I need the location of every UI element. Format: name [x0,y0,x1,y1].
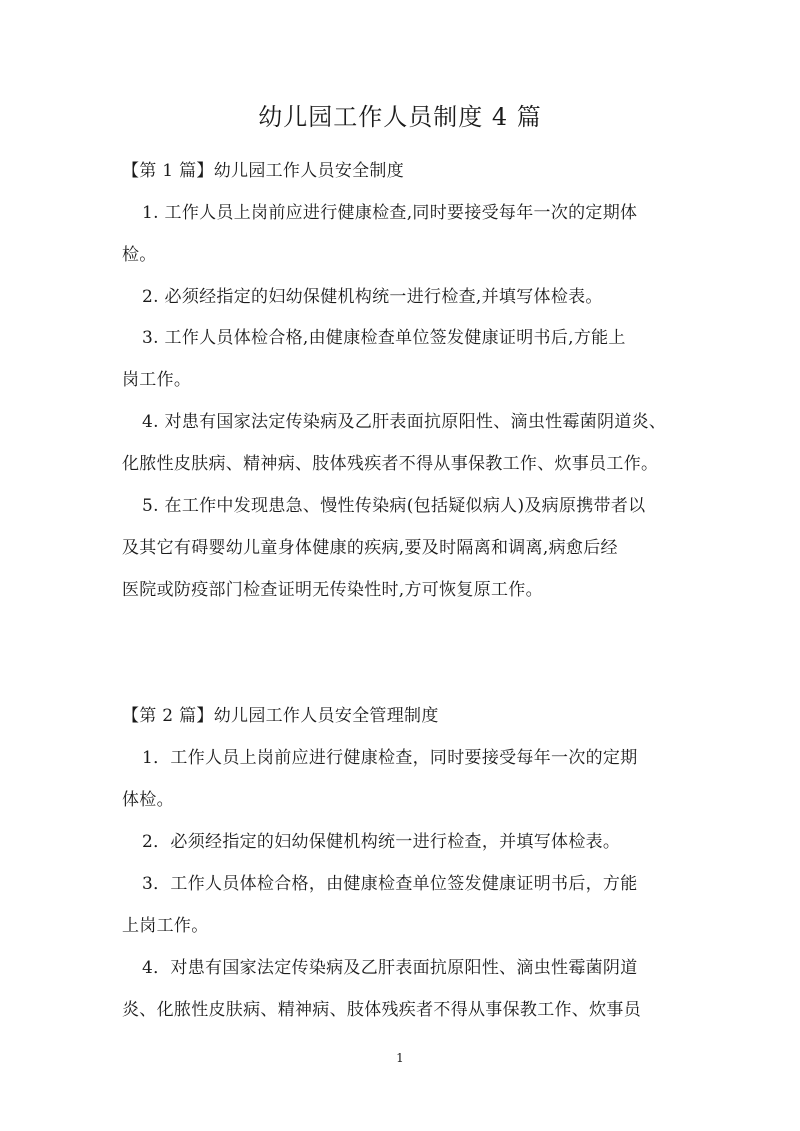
article-1-paragraph-line: 医院或防疫部门检查证明无传染性时,方可恢复原工作。 [122,580,543,600]
article-2-paragraph-line: 1．工作人员上岗前应进行健康检查，同时要接受每年一次的定期 [142,748,638,768]
article-2-paragraph-line: 炎、化脓性皮肤病、精神病、肢体残疾者不得从事保教工作、炊事员 [122,1000,641,1020]
article-1-heading: 【第 1 篇】幼儿园工作人员安全制度 [122,161,405,181]
article-2-paragraph-line: 2．必须经指定的妇幼保健机构统一进行检查，并填写体检表。 [142,832,621,852]
article-1-paragraph-line: 及其它有碍婴幼儿童身体健康的疾病,要及时隔离和调离,病愈后经 [122,538,618,558]
article-2-heading: 【第 2 篇】幼儿园工作人员安全管理制度 [122,706,439,726]
article-2-paragraph-line: 上岗工作。 [122,916,209,936]
article-1-paragraph-line: 岗工作。 [122,370,192,390]
article-1-paragraph-line: 4. 对患有国家法定传染病及乙肝表面抗原阳性、滴虫性霉菌阴道炎、 [142,412,667,432]
article-2-paragraph-line: 3．工作人员体检合格，由健康检查单位签发健康证明书后，方能 [142,874,638,894]
article-1-paragraph-line: 1. 工作人员上岗前应进行健康检查,同时要接受每年一次的定期体 [142,203,638,223]
article-2-paragraph-line: 4．对患有国家法定传染病及乙肝表面抗原阳性、滴虫性霉菌阴道 [142,958,638,978]
article-1-paragraph-line: 检。 [122,245,157,265]
article-2-paragraph-line: 体检。 [122,790,174,810]
article-1-paragraph-line: 3. 工作人员体检合格,由健康检查单位签发健康证明书后,方能上 [142,328,626,348]
document-title: 幼儿园工作人员制度 4 篇 [258,103,542,131]
article-1-paragraph-line: 化脓性皮肤病、精神病、肢体残疾者不得从事保教工作、炊事员工作。 [122,454,659,474]
page-number: 1 [396,1051,404,1065]
article-1-paragraph-line: 5. 在工作中发现患急、慢性传染病(包括疑似病人)及病原携带者以 [142,496,646,516]
article-1-paragraph-line: 2. 必须经指定的妇幼保健机构统一进行检查,并填写体检表。 [142,287,603,307]
